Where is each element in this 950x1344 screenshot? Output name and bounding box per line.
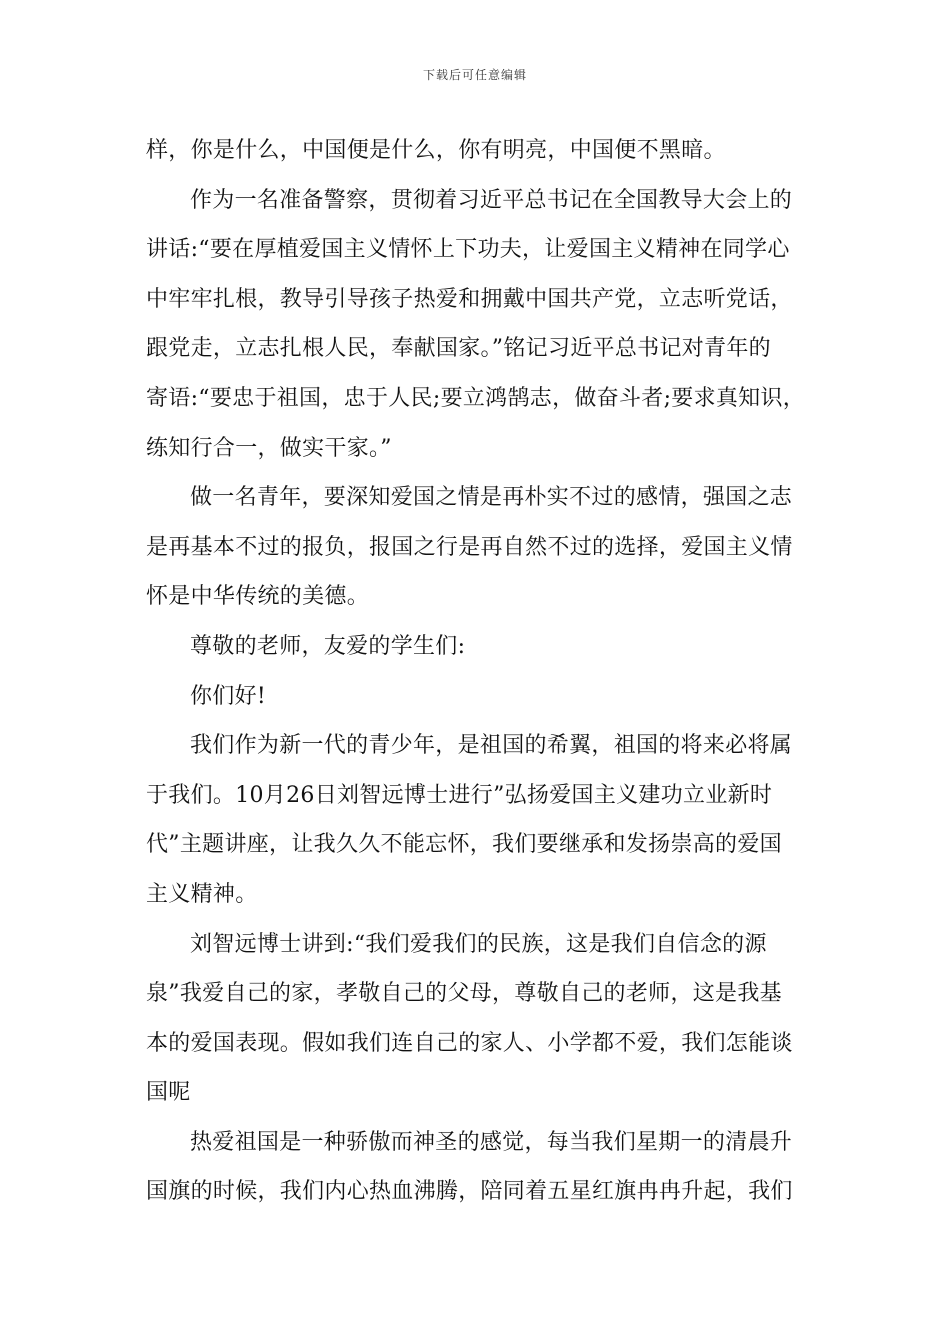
text-line: 样，你是什么，中国便是什么，你有明亮，中国便不黑暗。 [146, 138, 726, 163]
text-line: 练知行合一，做实干家。” [146, 435, 392, 461]
text-line: 我们作为新一代的青少年，是祖国的希翼，祖国的将来必将属 [190, 733, 793, 759]
page-header: 下载后可任意编辑 [422, 68, 527, 82]
document-body [146, 126, 816, 1217]
text-line: 寄语:“要忠于祖国，忠于人民;要立鸿鹄志，做奋斗者;要求真知识， [146, 385, 806, 411]
text-line: 于我们。10月26日刘智远博士进行”弘扬爱国主义建功立业新时 [146, 782, 773, 808]
text-line: 泉”我爱自己的家，孝敬自己的父母，尊敬自己的老师，这是我基 [146, 981, 782, 1007]
text-line: 刘智远博士讲到:“我们爱我们的民族，这是我们自信念的源 [190, 931, 767, 957]
text-line: 中牢牢扎根，教导引导孩子热爱和拥戴中国共产党，立志听党话， [146, 286, 793, 312]
text-line: 国旗的时候，我们内心热血沸腾，陪同着五星红旗冉冉升起，我们 [146, 1179, 793, 1205]
salutation-line: 尊敬的老师，友爱的学生们: [190, 633, 466, 659]
text-line: 怀是中华传统的美德。 [146, 584, 370, 610]
text-line: 代”主题讲座，让我久久不能忘怀，我们要继承和发扬崇高的爱国 [146, 832, 782, 858]
text-line: 主义精神。 [146, 881, 258, 907]
text-line: 作为一名准备警察，贯彻着习近平总书记在全国教导大会上的 [190, 187, 793, 213]
text-line: 跟党走，立志扎根人民，奉献国家。”铭记习近平总书记对青年的 [146, 336, 771, 362]
text-line: 是再基本不过的报负，报国之行是再自然不过的选择，爱国主义情 [146, 534, 793, 560]
text-line: 热爱祖国是一种骄傲而神圣的感觉，每当我们星期一的清晨升 [190, 1129, 793, 1155]
text-line: 国呢 [146, 1080, 191, 1106]
text-line: 讲话:“要在厚植爱国主义情怀上下功夫，让爱国主义精神在同学心 [146, 237, 790, 263]
greeting-line: 你们好! [190, 683, 267, 709]
text-line: 本的爱国表现。假如我们连自己的家人、小学都不爱，我们怎能谈 [146, 1030, 793, 1056]
text-line: 做一名青年，要深知爱国之情是再朴实不过的感情，强国之志 [190, 485, 793, 511]
